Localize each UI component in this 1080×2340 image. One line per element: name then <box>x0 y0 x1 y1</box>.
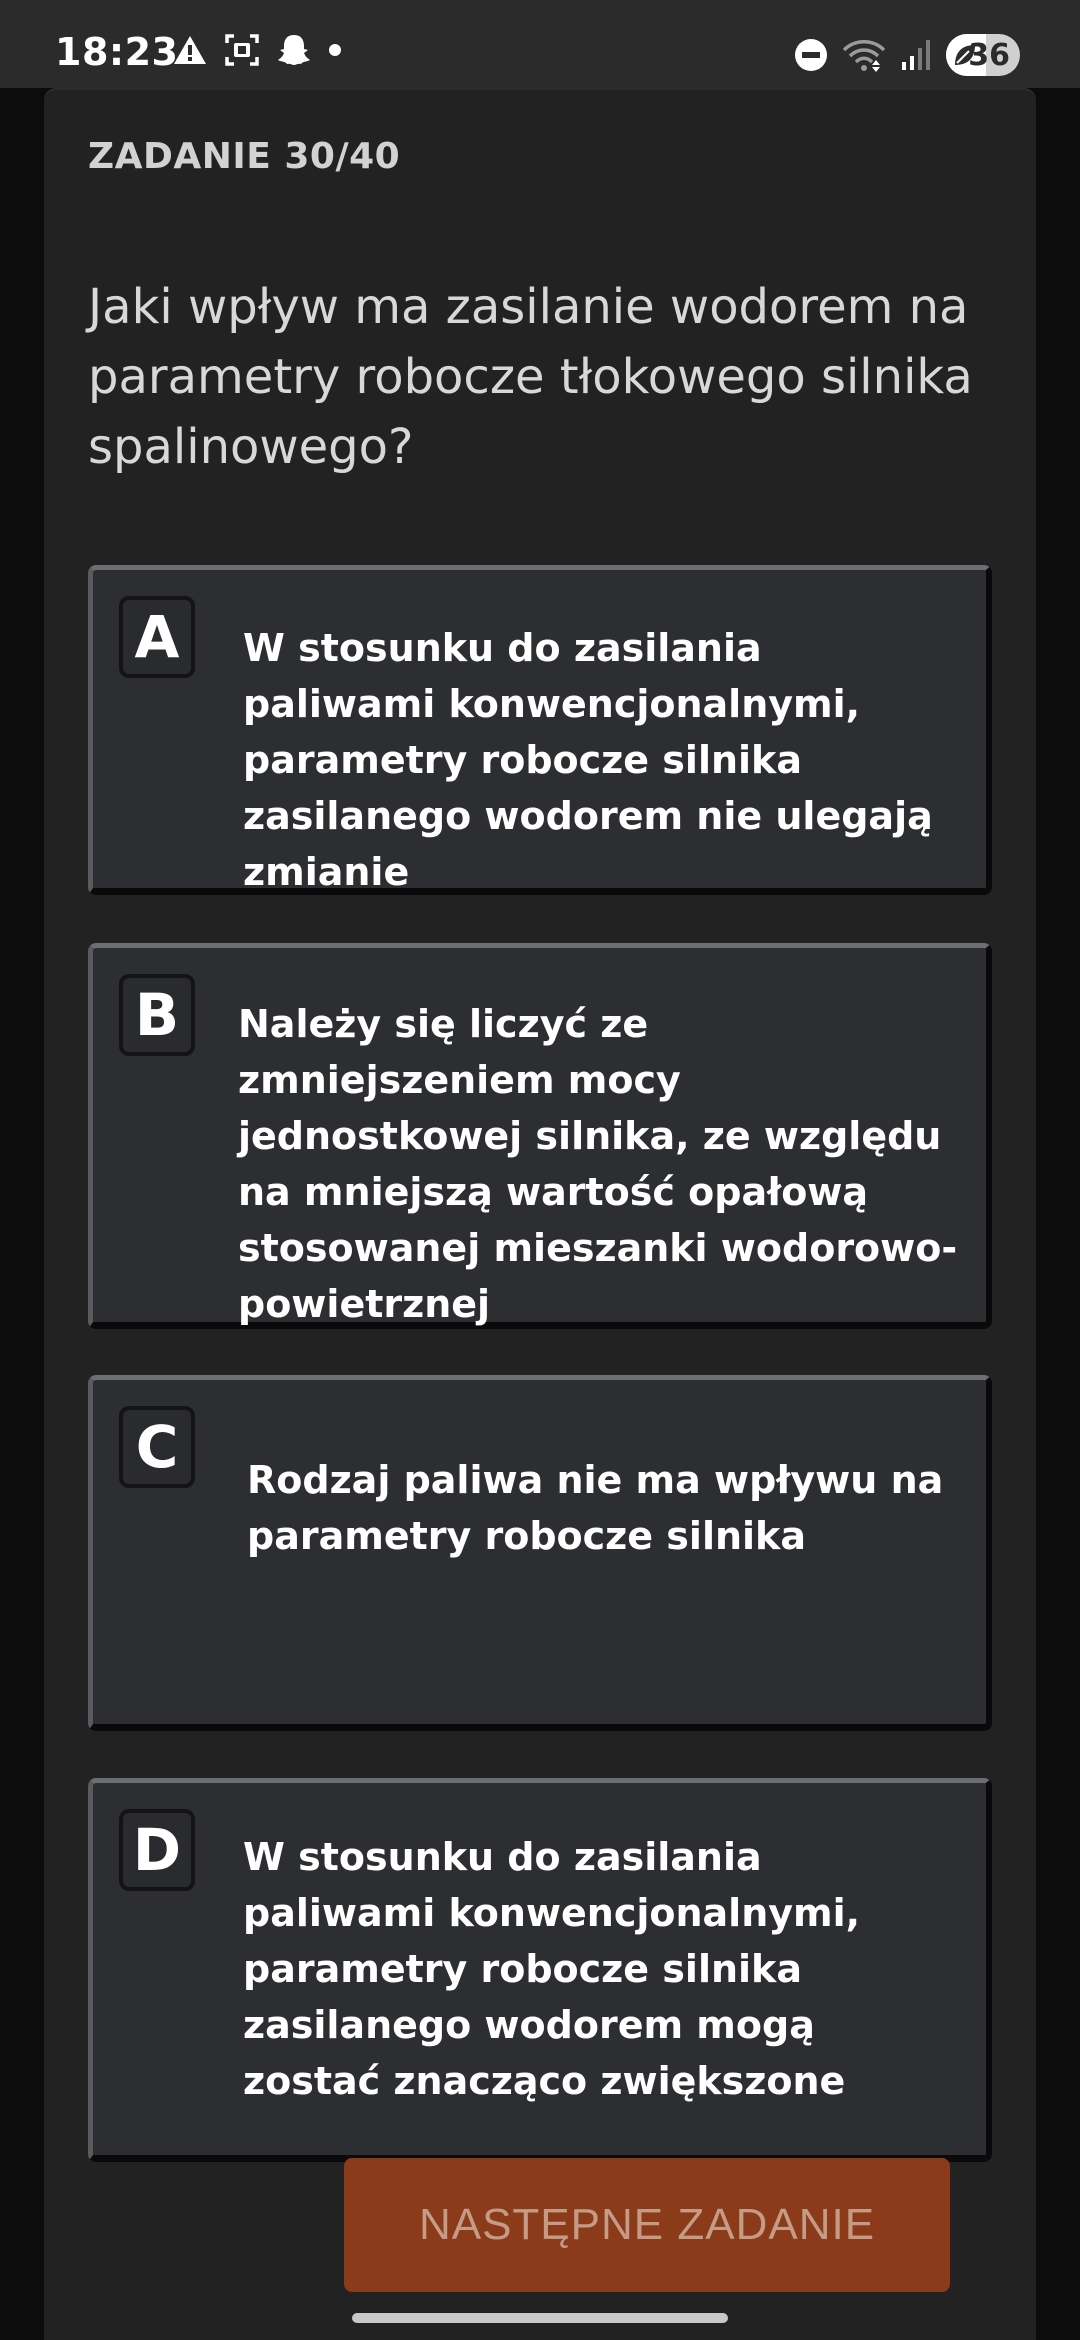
status-right-icons <box>794 34 1020 76</box>
status-left-icons <box>172 33 342 67</box>
answer-letter-a: A <box>119 596 195 678</box>
screenshot-icon <box>224 33 260 67</box>
answer-text-d: W stosunku do zasilania paliwami konwencjonalnymi, parametry robocze silnika zasilanego wodorem mogą zostać znacząco zwiększone <box>243 1835 861 2103</box>
next-task-button[interactable]: NASTĘPNE ZADANIE <box>344 2158 950 2292</box>
answer-letter-d: D <box>119 1809 195 1891</box>
question-text: Jaki wpływ ma zasilanie wodorem na parametry robocze tłokowego silnika spalinowego? <box>88 279 973 475</box>
battery-level: 36 <box>968 37 1010 73</box>
signal-icon <box>900 38 932 72</box>
do-not-disturb-icon <box>794 38 828 72</box>
answer-letter-b: B <box>119 974 195 1056</box>
answer-text-b: Należy się liczyć ze zmniejszeniem mocy jednostkowej silnika, ze względu na mniejszą wartość opałową stosowanej mieszanki wodorowo-powietrznej <box>238 1002 958 1326</box>
status-bar <box>0 0 1080 88</box>
answer-option-c[interactable] <box>88 1375 992 1731</box>
answer-letter-c: C <box>119 1406 195 1488</box>
task-counter: ZADANIE 30/40 <box>88 136 401 177</box>
notification-dot-icon <box>328 43 342 57</box>
answer-option-a[interactable] <box>88 565 992 895</box>
battery-icon <box>946 34 1020 76</box>
answer-option-d[interactable] <box>88 1778 992 2162</box>
wifi-icon <box>842 38 886 72</box>
answer-text-c: Rodzaj paliwa nie ma wpływu na parametry robocze silnika <box>247 1458 944 1558</box>
status-time: 18:23 <box>55 30 179 74</box>
gesture-navigation-bar[interactable] <box>352 2313 728 2323</box>
snapchat-icon <box>276 33 312 67</box>
answer-text-a: W stosunku do zasilania paliwami konwencjonalnymi, parametry robocze silnika zasilanego wodorem nie ulegają zmianie <box>243 626 933 894</box>
answer-option-b[interactable] <box>88 943 992 1329</box>
warning-icon <box>172 34 208 66</box>
quiz-card <box>44 88 1036 2340</box>
